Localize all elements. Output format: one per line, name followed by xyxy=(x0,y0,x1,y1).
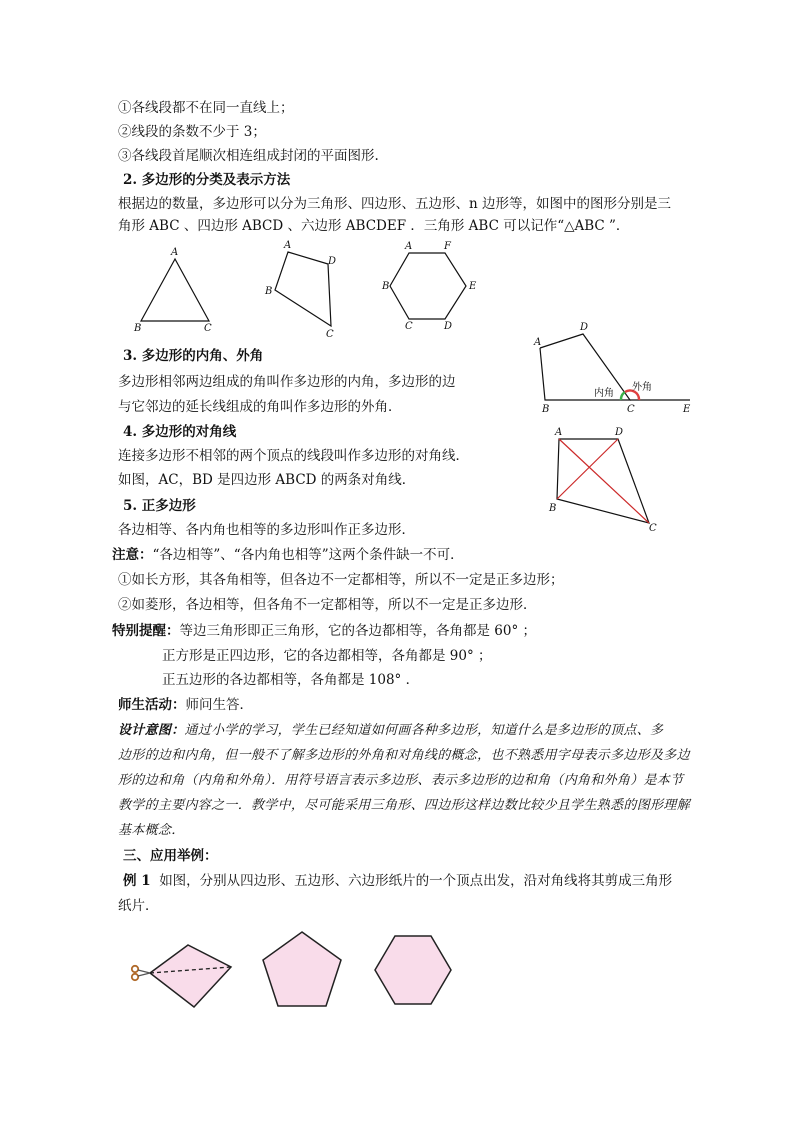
angle-label-d: D xyxy=(580,322,589,333)
scissors-icon xyxy=(132,966,150,980)
exterior-angle-label: 外角 xyxy=(632,382,652,393)
note-item-2: ②如菱形，各边相等，但各角不一定都相等，所以不一定是正多边形． xyxy=(118,597,537,613)
angles-text-line2: 与它邻边的延长线组成的角叫作多边形的外角． xyxy=(118,399,402,415)
paper-hexagon xyxy=(370,925,470,1015)
regular-polygon-definition: 各边相等、各内角也相等的多边形叫作正多边形． xyxy=(118,522,415,538)
paper-pentagon xyxy=(258,925,358,1015)
triangle-label-a: A xyxy=(171,247,179,258)
triangle-figure xyxy=(130,245,230,335)
hex-label-e: E xyxy=(469,281,477,292)
diagonal-figure xyxy=(545,425,675,545)
activity-text: 师问生答． xyxy=(185,697,253,713)
reminder-text-1: 等边三角形即正三角形，它的各边都相等，各角都是 60° ； xyxy=(179,623,537,639)
quadrilateral-figure xyxy=(260,238,350,338)
paper-quadrilateral xyxy=(128,935,248,1015)
interior-angle-label: 内角 xyxy=(594,388,614,399)
diagonals-text-line1: 连接多边形不相邻的两个顶点的线段叫作多边形的对角线． xyxy=(118,448,469,464)
heading-angles: 3. 多边形的内角、外角 xyxy=(123,348,264,364)
example-1-line-1 xyxy=(123,871,672,891)
design-line-1 xyxy=(118,721,663,741)
angles-text-line1: 多边形相邻两边组成的角叫作多边形的内角，多边形的边 xyxy=(118,374,456,390)
reminder-line-1 xyxy=(112,621,536,641)
note-item-1: ①如长方形，其各角相等，但各边不一定都相等，所以不一定是正多边形； xyxy=(118,572,564,588)
reminder-line-2: 正方形是正四边形，它的各边都相等，各角都是 90° ； xyxy=(162,648,492,664)
reminder-label: 特别提醒： xyxy=(112,623,180,639)
angle-label-e: E xyxy=(683,404,691,415)
design-text-1: 通过小学的学习，学生已经知道如何画各种多边形，知道什么是多边形的顶点、多 xyxy=(184,723,664,738)
note-text: “各边相等”、“各内角也相等”这两个条件缺一不可． xyxy=(152,547,464,563)
heading-regular-polygon: 5. 正多边形 xyxy=(123,498,196,514)
diag-label-c: C xyxy=(649,523,657,534)
design-line-5: 基本概念． xyxy=(118,823,185,838)
note-label: 注意： xyxy=(112,547,153,563)
condition-1: ①各线段都不在同一直线上； xyxy=(118,100,294,116)
triangle-label-c: C xyxy=(204,323,212,334)
quad-label-d: D xyxy=(328,256,337,267)
triangle-label-b: B xyxy=(134,323,142,334)
condition-3: ③各线段首尾顺次相连组成封闭的平面图形. xyxy=(118,148,379,164)
hex-label-a: A xyxy=(405,241,413,252)
angle-label-c: C xyxy=(627,404,635,415)
hex-label-f: F xyxy=(444,241,451,252)
activity-label: 师生活动： xyxy=(118,697,186,713)
heading-applications: 三、应用举例： xyxy=(123,848,218,864)
hex-label-d: D xyxy=(444,321,453,332)
angle-label-b: B xyxy=(542,404,550,415)
example-1-line-2: 纸片． xyxy=(118,898,159,914)
diag-label-b: B xyxy=(549,503,557,514)
classification-text-line1: 根据边的数量，多边形可以分为三角形、四边形、五边形、n 边形等，如图中的图形分别是三 xyxy=(118,196,671,212)
design-line-2: 边形的边和内角，但一般不了解多边形的外角和对角线的概念，也不熟悉用字母表示多边形及多边 xyxy=(118,748,690,763)
quad-label-c: C xyxy=(326,329,334,340)
condition-2: ②线段的条数不少于 3； xyxy=(118,124,266,140)
quad-label-b: B xyxy=(265,286,273,297)
angle-figure xyxy=(528,320,708,420)
heading-classification: 2. 多边形的分类及表示方法 xyxy=(123,172,291,188)
quad-label-a: A xyxy=(284,240,292,251)
hex-label-b: B xyxy=(382,281,390,292)
note-line xyxy=(112,545,464,565)
diag-label-a: A xyxy=(555,427,563,438)
reminder-line-3: 正五边形的各边都相等，各角都是 108° ． xyxy=(162,672,420,688)
diag-label-d: D xyxy=(615,427,624,438)
diagonals-text-line2: 如图，AC，BD 是四边形 ABCD 的两条对角线． xyxy=(118,472,416,488)
design-line-4: 教学的主要内容之一．教学中，尽可能采用三角形、四边形这样边数比较少且学生熟悉的图形理解 xyxy=(118,798,690,813)
classification-text-line2: 角形 ABC 、四边形 ABCD 、六边形 ABCDEF ．三角形 ABC 可以记作“△ABC ”． xyxy=(118,218,630,234)
hex-label-c: C xyxy=(405,321,413,332)
angle-label-a: A xyxy=(534,337,542,348)
example-1-label: 例 1 xyxy=(123,873,151,889)
design-label: 设计意图： xyxy=(118,723,185,738)
activity-line xyxy=(118,695,253,715)
example-1-text-1: 如图，分别从四边形、五边形、六边形纸片的一个顶点出发，沿对角线将其剪成三角形 xyxy=(159,873,673,889)
design-line-3: 形的边和角（内角和外角）．用符号语言表示多边形、表示多边形的边和角（内角和外角）是本节 xyxy=(118,773,684,788)
heading-diagonals: 4. 多边形的对角线 xyxy=(123,424,237,440)
hexagon-figure xyxy=(378,240,488,335)
